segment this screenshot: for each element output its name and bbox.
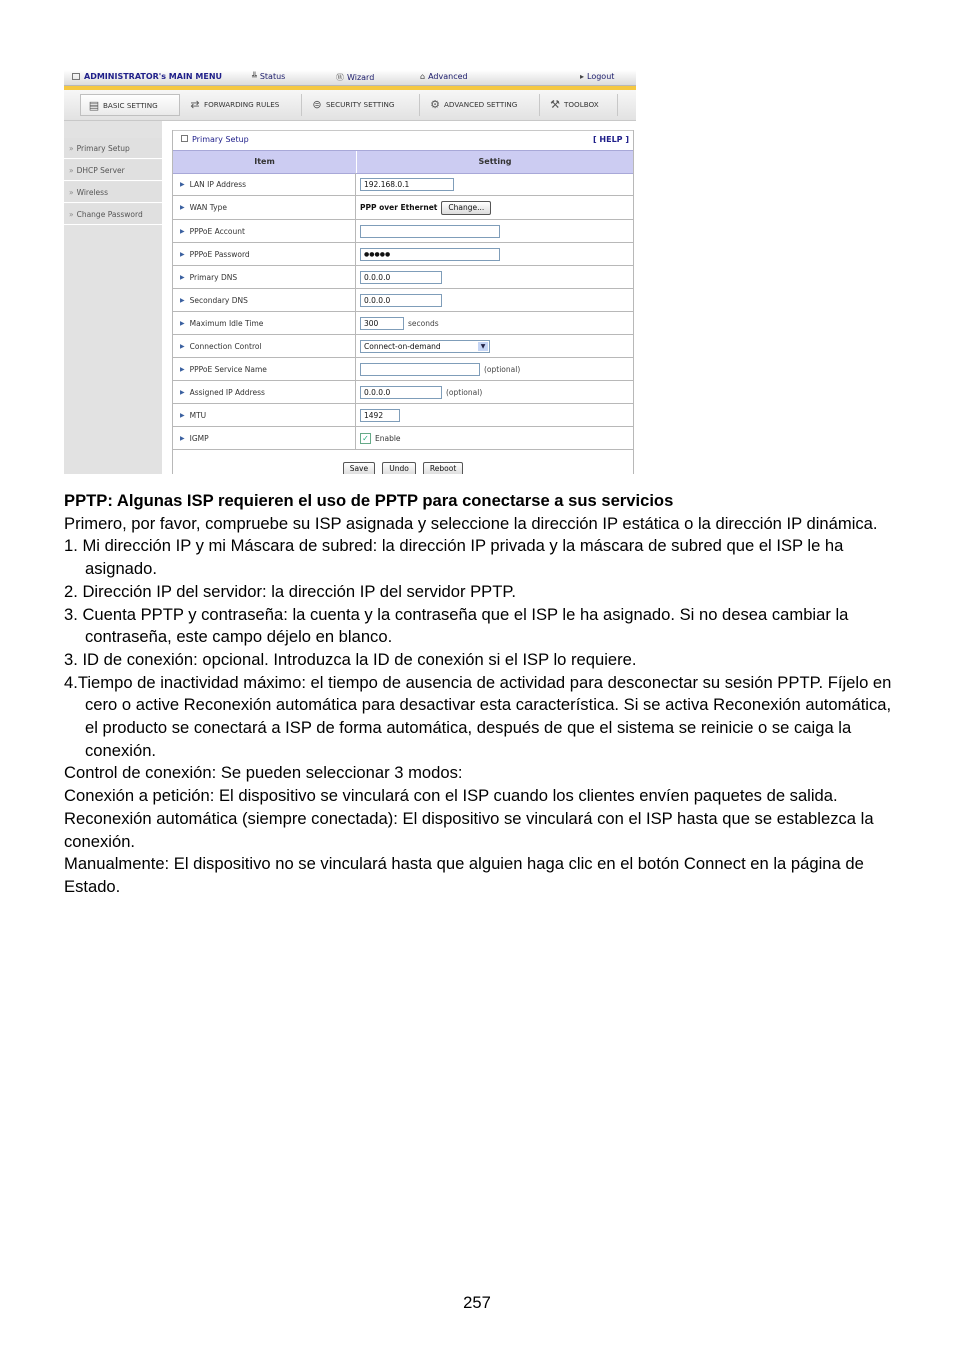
arrow-right-icon: ▶: [180, 434, 185, 442]
status-icon: ╩: [252, 72, 257, 81]
row-label: Connection Control: [189, 341, 262, 351]
primary-dns-input[interactable]: 0.0.0.0: [360, 271, 442, 284]
column-header-setting: Setting: [478, 157, 512, 166]
bullet-icon: »: [69, 144, 74, 153]
arrow-right-icon: ▶: [180, 180, 185, 188]
table-row-pppoe-account: [173, 220, 633, 243]
lan-ip-input[interactable]: 192.168.0.1: [360, 178, 454, 191]
list-item: 2. Dirección IP del servidor: la dirección IP del servidor PPTP.: [64, 581, 516, 601]
list-item: 4.Tiempo de inactividad máximo: el tiempo de ausencia de actividad para desconectar su sesión PPTP. Fíjelo en cero o active Reconexión automática para desactivar esta característica. Si se activa Reconexión automática, el producto se conectará a ISP de forma automática, después de que el sistema se reinicie o se caiga la conexión.: [64, 672, 892, 760]
row-label: Maximum Idle Time: [189, 318, 264, 328]
tab-advanced-setting[interactable]: ⚙ ADVANCED SETTING: [422, 94, 540, 116]
optional-note: (optional): [446, 387, 483, 397]
advanced-icon: ⌂: [420, 72, 426, 81]
sidebar: [64, 121, 162, 474]
wan-type-value: PPP over Ethernet: [360, 203, 438, 212]
pppoe-account-input[interactable]: [360, 225, 500, 238]
undo-button[interactable]: Undo: [382, 462, 416, 474]
section-heading: PPTP: Algunas ISP requieren el uso de PPTP para conectarse a sus servicios: [64, 491, 674, 510]
table-row-secondary-dns: [173, 289, 633, 312]
paragraph: Control de conexión: Se pueden seleccionar 3 modos:: [64, 763, 463, 783]
row-label: PPPoE Service Name: [189, 364, 267, 374]
igmp-enable-checkbox[interactable]: ✓: [360, 433, 371, 444]
row-label: MTU: [189, 410, 207, 420]
arrow-right-icon: ▶: [180, 273, 185, 281]
mtu-input[interactable]: 1492: [360, 409, 400, 422]
bullet-icon: »: [69, 210, 74, 219]
panel-title: Primary Setup: [181, 135, 249, 144]
help-link[interactable]: [ HELP ]: [592, 135, 629, 144]
top-menu-bar: [64, 70, 636, 86]
arrow-right-icon: ▸: [580, 72, 585, 81]
sidebar-item-change-password[interactable]: » Change Password: [64, 204, 162, 225]
row-label: PPPoE Password: [189, 249, 250, 259]
wizard-link[interactable]: Ⓦ Wizard: [336, 73, 375, 82]
table-header: [173, 150, 633, 174]
lock-icon: ⊜: [312, 98, 322, 111]
connection-control-select[interactable]: Connect-on-demand ▼: [360, 340, 490, 353]
toolbox-icon: ⚒: [550, 98, 560, 111]
paragraph: Manualmente: El dispositivo no se vinculará hasta que alguien haga clic en el botón Connect en la página de Estado.: [64, 854, 864, 896]
table-row-primary-dns: [173, 266, 633, 289]
table-row-service-name: [173, 358, 633, 381]
tab-toolbox[interactable]: ⚒ TOOLBOX: [542, 94, 618, 116]
pppoe-password-input[interactable]: ●●●●●: [360, 248, 500, 261]
tab-bar: [64, 90, 636, 121]
arrow-right-icon: ▶: [180, 204, 185, 211]
save-button[interactable]: Save: [343, 462, 375, 474]
arrow-right-icon: ▶: [180, 388, 185, 396]
list-item: 3. ID de conexión: opcional. Introduzca la ID de conexión si el ISP lo requiere.: [64, 649, 637, 669]
button-row: [173, 453, 633, 474]
router-admin-screenshot: [64, 70, 636, 474]
list-item: 3. Cuenta PPTP y contraseña: la cuenta y la contraseña que el ISP le ha asignado. Si no desea cambiar la contraseña, este campo déjelo en blanco.: [64, 604, 849, 647]
arrow-right-icon: ▶: [180, 250, 185, 258]
arrows-icon: ⇄: [190, 98, 200, 111]
wizard-icon: Ⓦ: [336, 73, 344, 82]
menu-box-icon: [72, 73, 80, 80]
intro-paragraph: Primero, por favor, compruebe su ISP asignada y seleccione la dirección IP estática o la dirección IP dinámica.: [64, 513, 878, 533]
table-row-idle-time: [173, 312, 633, 335]
paragraph: Reconexión automática (siempre conectada): El dispositivo se vinculará con el ISP hasta que se establezca la conexión.: [64, 808, 874, 851]
sidebar-item-dhcp-server[interactable]: » DHCP Server: [64, 160, 162, 181]
bullet-icon: »: [69, 188, 74, 197]
arrow-right-icon: ▶: [180, 365, 185, 373]
table-row-wan-type: [173, 196, 633, 220]
optional-note: (optional): [484, 364, 521, 374]
table-row-igmp: [173, 427, 633, 450]
page-number: 257: [463, 1293, 491, 1312]
logout-link[interactable]: ▸ Logout: [580, 72, 615, 81]
row-label: Secondary DNS: [189, 295, 248, 305]
table-row-connection-control: [173, 335, 633, 358]
main-menu-title: ADMINISTRATOR's MAIN MENU: [72, 72, 222, 81]
idle-time-input[interactable]: 300: [360, 317, 404, 330]
reboot-button[interactable]: Reboot: [423, 462, 463, 474]
row-label: WAN Type: [189, 203, 227, 212]
change-button[interactable]: Change...: [441, 201, 491, 215]
service-name-input[interactable]: [360, 363, 480, 376]
paragraph: Conexión a petición: El dispositivo se vinculará con el ISP cuando los clientes envíen paquetes de salida.: [64, 786, 838, 806]
assigned-ip-input[interactable]: 0.0.0.0: [360, 386, 442, 399]
arrow-right-icon: ▶: [180, 319, 185, 327]
folder-icon: ▤: [88, 99, 100, 112]
table-row-mtu: [173, 404, 633, 427]
tab-security-setting[interactable]: ⊜ SECURITY SETTING: [304, 94, 420, 116]
secondary-dns-input[interactable]: 0.0.0.0: [360, 294, 442, 307]
row-label: LAN IP Address: [189, 179, 247, 189]
row-label: IGMP: [189, 433, 209, 443]
status-link[interactable]: ╩ Status: [252, 72, 286, 81]
row-label: Primary DNS: [189, 272, 238, 282]
tab-forwarding-rules[interactable]: ⇄ FORWARDING RULES: [182, 94, 302, 116]
list-item: 1. Mi dirección IP y mi Máscara de subred: la dirección IP privada y la máscara de subred que el ISP le ha asignado.: [64, 536, 844, 579]
bullet-icon: »: [69, 166, 74, 175]
tab-basic-setting[interactable]: ▤ BASIC SETTING: [80, 94, 180, 116]
panel-header: [173, 130, 633, 151]
document-body: [64, 490, 894, 899]
igmp-enable-label: Enable: [375, 433, 401, 443]
gears-icon: ⚙: [430, 98, 440, 111]
column-header-item: Item: [173, 151, 357, 173]
primary-setup-panel: [172, 130, 634, 474]
sidebar-item-primary-setup[interactable]: » Primary Setup: [64, 138, 162, 159]
advanced-link[interactable]: ⌂ Advanced: [420, 72, 468, 81]
chevron-down-icon: ▼: [478, 342, 488, 351]
arrow-right-icon: ▶: [180, 227, 185, 235]
arrow-right-icon: ▶: [180, 296, 185, 304]
table-row-assigned-ip: [173, 381, 633, 404]
arrow-right-icon: ▶: [180, 342, 185, 350]
seconds-unit: seconds: [408, 318, 439, 328]
sidebar-item-wireless[interactable]: » Wireless: [64, 182, 162, 203]
table-row-pppoe-password: [173, 243, 633, 266]
panel-box-icon: [181, 135, 188, 142]
row-label: Assigned IP Address: [189, 387, 265, 397]
table-row-lan-ip: [173, 173, 633, 196]
row-label: PPPoE Account: [189, 226, 245, 236]
arrow-right-icon: ▶: [180, 411, 185, 419]
